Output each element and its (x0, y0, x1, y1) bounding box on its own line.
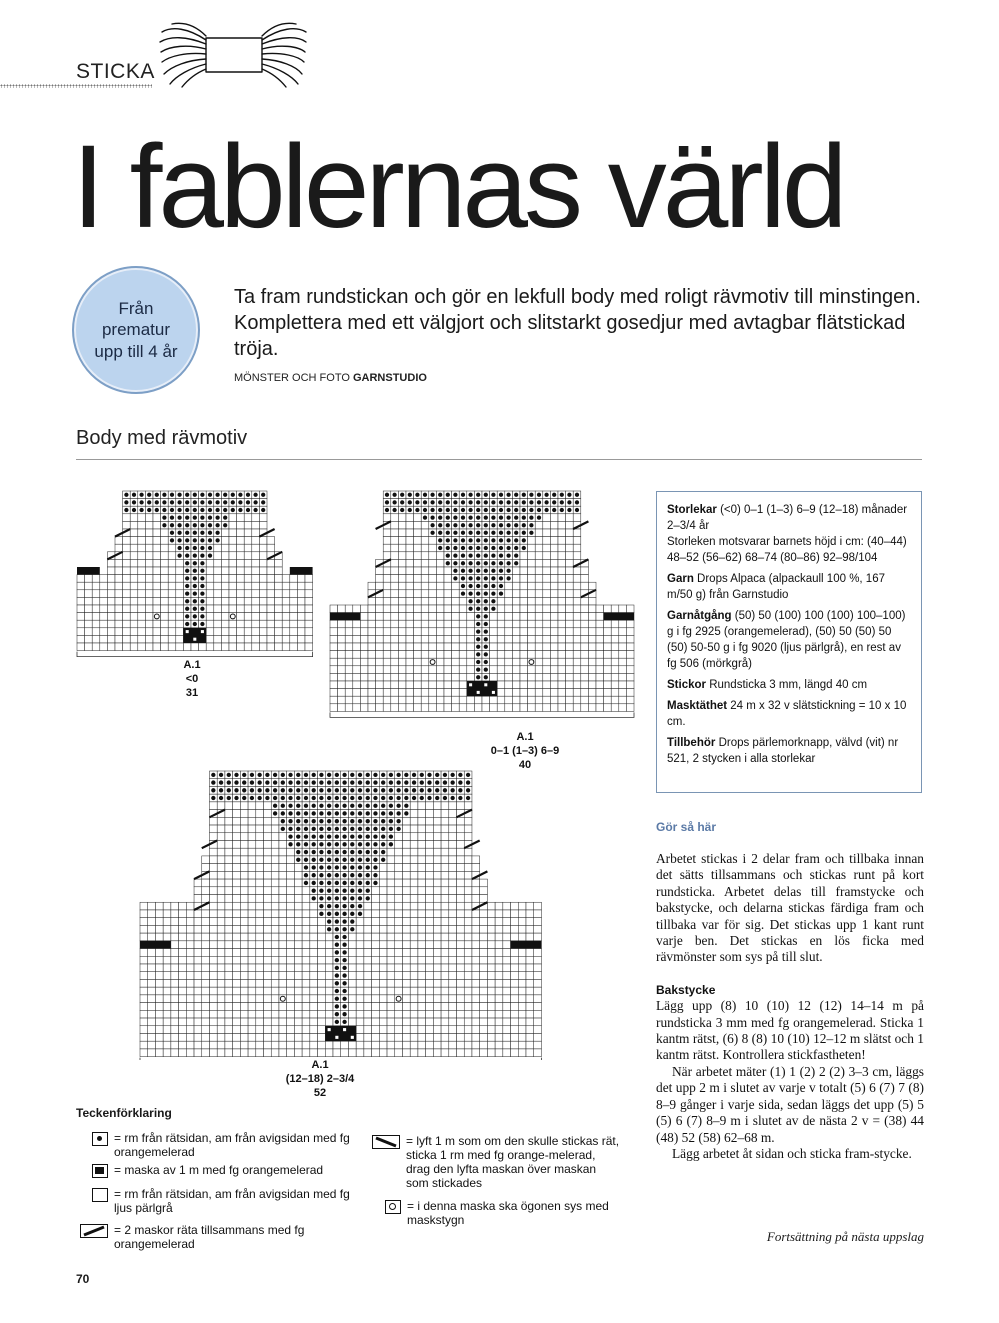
info-value: Rundsticka 3 mm, längd 40 cm (709, 679, 868, 691)
k2tog-icon (80, 1224, 108, 1238)
chart-caption (465, 730, 585, 772)
info-value: (50) 50 (100) 100 (100) 100–100) g i fg 2925 (orangemelerad), (50) 50 (50) 50 (50) 50-50 g i fg 9020 (ljus pärlgrå), en rest av fg 506 (mörkgrå) (667, 610, 906, 670)
info-label: Tillbehör (667, 737, 716, 749)
chart-caption-line: A.1 (516, 731, 534, 743)
info-label: Storlekar (667, 504, 717, 516)
section-subtitle: Body med rävmotiv (76, 427, 248, 449)
slip-stitch-icon (372, 1135, 400, 1149)
chart-caption-line: A.1 (183, 659, 201, 671)
paragraph: Lägg arbetet åt sidan och sticka fram-stycke. (672, 1145, 912, 1161)
legend-text: = 2 maskor räta tillsammans med fg orangemelerad (114, 1223, 305, 1251)
subtitle-divider (76, 459, 922, 460)
info-label: Masktäthet (667, 700, 728, 712)
continue-note: Fortsättning på nästa uppslag (766, 1229, 924, 1244)
legend-item (92, 1163, 352, 1178)
legend-text: = rm från rätsidan, am från avigsidan med fg orangemelerad (114, 1131, 350, 1159)
credits-label: MÖNSTER OCH FOTO (234, 372, 350, 384)
chart-caption-line: 52 (313, 1087, 327, 1099)
instructions-text (656, 851, 924, 1162)
chart-caption-line: (12–18) 2–3/4 (285, 1073, 355, 1085)
knitting-chart-large (139, 770, 543, 1060)
paragraph: Lägg upp (8) 10 (10) 12 (12) 14–14 m på rundsticka 3 mm med fg orangemelerad. Sticka 1 kantm rätst, (6) 8 (8) 10 (10) 12–12 m slätst och 1 kantm rätst. Kontrollera stickfastheten! (656, 998, 924, 1063)
chart-caption (152, 658, 232, 700)
chart-caption-line: 40 (518, 759, 532, 771)
chart-caption (260, 1058, 380, 1100)
info-value: (<0) 0–1 (1–3) 6–9 (12–18) månader 2–3/4 år (667, 504, 908, 532)
badge-line: Från (118, 299, 154, 319)
eye-stitch-icon (385, 1200, 401, 1214)
howto-title: Gör så här (656, 820, 717, 834)
credits (234, 372, 427, 384)
yarn-skein-icon (158, 22, 308, 88)
bakstycke-heading: Bakstycke (656, 982, 716, 997)
legend-item (385, 1199, 625, 1227)
chart-caption-line: 31 (185, 687, 199, 699)
knitting-chart-medium (329, 490, 635, 742)
legend-item (80, 1223, 352, 1251)
chart-caption-line: <0 (185, 673, 199, 685)
section-label: STICKA (76, 60, 155, 83)
bind-off-icon (92, 1164, 108, 1178)
intro-text: Ta fram rundstickan och gör en lekfull body med roligt rävmotiv till minstingen. Komplettera med ett välgjort och slitstarkt gosedjur med avtagbar flätstickad tröja. (234, 286, 921, 360)
paragraph: När arbetet mäter (1) 1 (2) 2 (2) 3–3 cm, läggs det upp 2 m i slutet av varje v totalt (5) 6 (7) 7 (8) 8–9 gånger i varje sida, sedan läggs det upp (5) 5 (5) 6 (7) 8–9 m i slutet av de nästa 2 v = (38) 44 (48) 52 (58) 62–68 m. (656, 1063, 924, 1145)
paragraph: Arbetet stickas i 2 delar fram och tillbaka innan det sätts tillsammans och stickas runt på kort rundsticka. Arbetet delas till framstycke och bakstycke, och delarna stickas färdiga fram och tillbaka var för sig. Det stickas upp 1 kant runt varje ben. Det stickas en lös ficka med rävmönster som sys på till slut. (656, 851, 924, 965)
legend-text: = maska av 1 m med fg orangemelerad (114, 1163, 324, 1177)
info-label: Garnåtgång (667, 610, 732, 622)
legend-title: Teckenförklaring (76, 1106, 172, 1120)
dot-stitch-icon (92, 1132, 108, 1146)
legend-text: = lyft 1 m som om den skulle stickas rät, sticka 1 rm med fg orange-melerad, drag den lyfta maskan över maskan som stickades (406, 1134, 620, 1190)
info-value: Drops pärlemorknapp, välvd (vit) nr 521, 2 stycken i alla storlekar (667, 737, 899, 765)
page-title: I fablernas värld (72, 121, 844, 253)
age-badge (72, 266, 200, 394)
legend-item (92, 1187, 352, 1215)
info-value: Drops Alpaca (alpackaull 100 %, 167 m/50 g) från Garnstudio (667, 573, 885, 601)
info-value: Storleken motsvarar barnets höjd i cm: (40–44) 48–52 (56–62) 68–74 (80–86) 92–98/104 (667, 536, 907, 564)
info-label: Stickor (667, 679, 706, 691)
chart-caption-line: A.1 (311, 1059, 329, 1071)
legend-text: = rm från rätsidan, am från avigsidan med fg ljus pärlgrå (114, 1187, 350, 1215)
materials-box (656, 491, 922, 793)
chart-caption-line: 0–1 (1–3) 6–9 (490, 745, 560, 757)
credits-name: GARNSTUDIO (352, 372, 427, 384)
info-label: Garn (667, 573, 694, 585)
legend-item (372, 1134, 622, 1190)
badge-line: prematur (101, 320, 170, 340)
legend-text: = i denna maska ska ögonen sys med maskstygn (407, 1199, 609, 1227)
empty-stitch-icon (92, 1188, 108, 1202)
badge-line: upp till 4 år (94, 341, 178, 361)
knitting-chart-small (76, 490, 316, 668)
section-rule (0, 84, 152, 88)
info-value: 24 m x 32 v slätstickning = 10 x 10 cm. (667, 700, 907, 728)
page-number: 70 (76, 1272, 90, 1286)
legend-item (92, 1131, 352, 1159)
